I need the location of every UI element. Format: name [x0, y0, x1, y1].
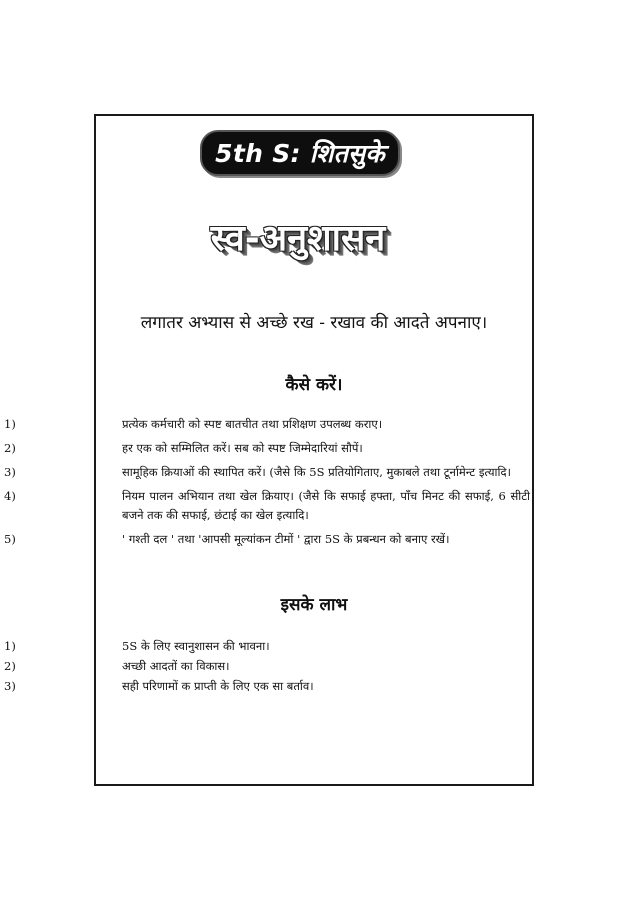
item-number: 3): [4, 679, 16, 693]
item-text: सही परिणामों क प्राप्ती के लिए एक सा बर्ताव।: [122, 679, 314, 693]
item-number: 1): [4, 417, 16, 431]
list-item: [4, 530, 530, 549]
item-number: 1): [4, 639, 16, 653]
list-item: [4, 656, 530, 676]
item-number: 3): [4, 465, 16, 479]
item-text: प्रत्येक कर्मचारी को स्पष्ट बातचीत तथा प्रशिक्षण उपलब्ध कराए।: [122, 417, 383, 431]
item-number: 2): [4, 659, 16, 673]
list-item: [4, 636, 530, 656]
item-text: नियम पालन अभियान तथा खेल क्रियाए। (जैसे कि सफाई हफ्ता, पाँच मिनट की सफाई, 6 सीटी बजने तक की सफाई, छंटाई का खेल इत्यादि।: [122, 489, 530, 522]
list-item: [4, 676, 530, 696]
benefits-heading: इसके लाभ: [280, 595, 348, 615]
how-list: [4, 415, 530, 549]
list-item: [4, 415, 530, 434]
page-frame: [4, 114, 534, 786]
item-number: 4): [4, 489, 16, 503]
item-text: ' गश्ती दल ' तथा 'आपसी मूल्यांकन टीमों ' द्वारा 5S के प्रबन्धन को बनाए रखें।: [122, 532, 450, 546]
item-text: हर एक को सम्मिलित करें। सब को स्पष्ट जिम्मेदारियां सौपें।: [122, 441, 363, 455]
benefits-list: [4, 636, 530, 696]
item-number: 5): [4, 532, 16, 546]
how-heading: कैसे करें।: [285, 375, 343, 395]
item-text: अच्छी आदतों का विकास।: [122, 659, 230, 673]
item-text: सामूहिक क्रियाओं की स्थापित करें। (जैसे कि 5S प्रतियोगिताए, मुकाबले तथा टूर्नामेन्ट इत्यादि।: [122, 465, 511, 479]
item-text: 5S के लिए स्वानुशासन की भावना।: [122, 639, 270, 653]
title-badge: 5th S: शितसुके: [200, 130, 400, 176]
list-item: [4, 439, 530, 458]
banner-heading: स्व-अनुशासन: [210, 217, 386, 259]
motto-text: लगातर अभ्यास से अच्छे रख - रखाव की आदते अपनाए।: [140, 313, 488, 333]
list-item: [4, 487, 530, 525]
list-item: [4, 463, 530, 482]
item-number: 2): [4, 441, 16, 455]
